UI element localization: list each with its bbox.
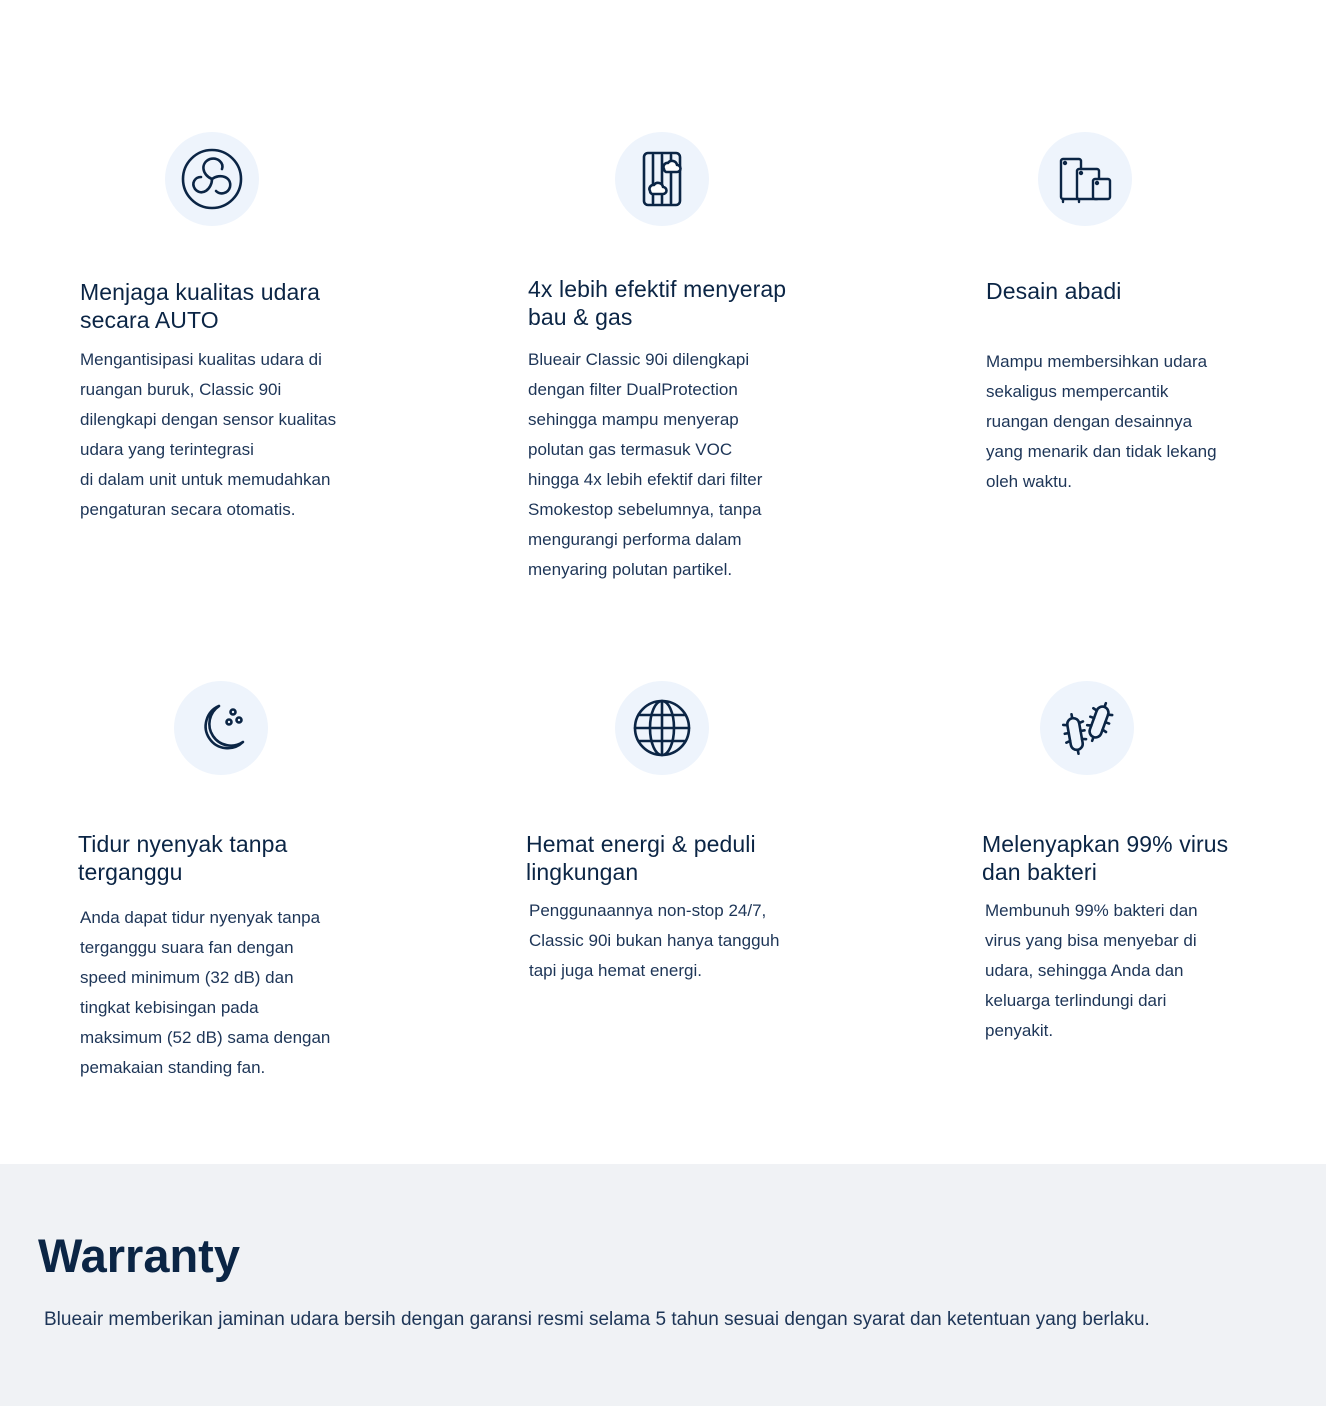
feature-description: Mengantisipasi kualitas udara di ruangan buruk, Classic 90i dilengkapi dengan sensor kualitas udara yang terintegrasi di dalam unit untuk memudahkan pengaturan secara otomatis. — [80, 350, 337, 519]
feature-description: Blueair Classic 90i dilengkapi dengan filter DualProtection sehingga mampu menyerap polutan gas termasuk VOC hingga 4x lebih efektif dari filter Smokestop sebelumnya, tanpa mengurangi performa dalam menyaring polutan partikel. — [528, 350, 763, 579]
fan-swirl-icon — [165, 132, 259, 226]
feature-title: Melenyapkan 99% virus dan bakteri — [982, 831, 1229, 885]
feature-title: Hemat energi & peduli lingkungan — [526, 831, 756, 885]
warranty-section — [0, 1164, 1326, 1406]
globe-icon — [615, 681, 709, 775]
feature-description: Mampu membersihkan udara sekaligus mempercantik ruangan dengan desainnya yang menarik dan tidak lekang oleh waktu. — [986, 352, 1217, 491]
feature-title: 4x lebih efektif menyerap bau & gas — [528, 276, 787, 330]
feature-title: Desain abadi — [986, 278, 1122, 304]
warranty-text: Blueair memberikan jaminan udara bersih dengan garansi resmi selama 5 tahun sesuai dengan syarat dan ketentuan yang berlaku. — [44, 1309, 1150, 1330]
feature-description: Membunuh 99% bakteri dan virus yang bisa menyebar di udara, sehingga Anda dan keluarga terlindungi dari penyakit. — [985, 901, 1198, 1040]
feature-title: Tidur nyenyak tanpa terganggu — [78, 831, 288, 885]
devices-icon — [1038, 132, 1132, 226]
bacteria-icon — [1040, 681, 1134, 775]
feature-description: Anda dapat tidur nyenyak tanpa terganggu suara fan dengan speed minimum (32 dB) dan tingkat kebisingan pada maksimum (52 dB) sama dengan pemakaian standing fan. — [80, 908, 331, 1077]
warranty-title: Warranty — [38, 1229, 240, 1282]
feature-title: Menjaga kualitas udara secara AUTO — [80, 279, 321, 333]
feature-description: Penggunaannya non-stop 24/7, Classic 90i bukan hanya tangguh tapi juga hemat energi. — [529, 901, 780, 980]
filter-icon — [615, 132, 709, 226]
moon-icon — [174, 681, 268, 775]
